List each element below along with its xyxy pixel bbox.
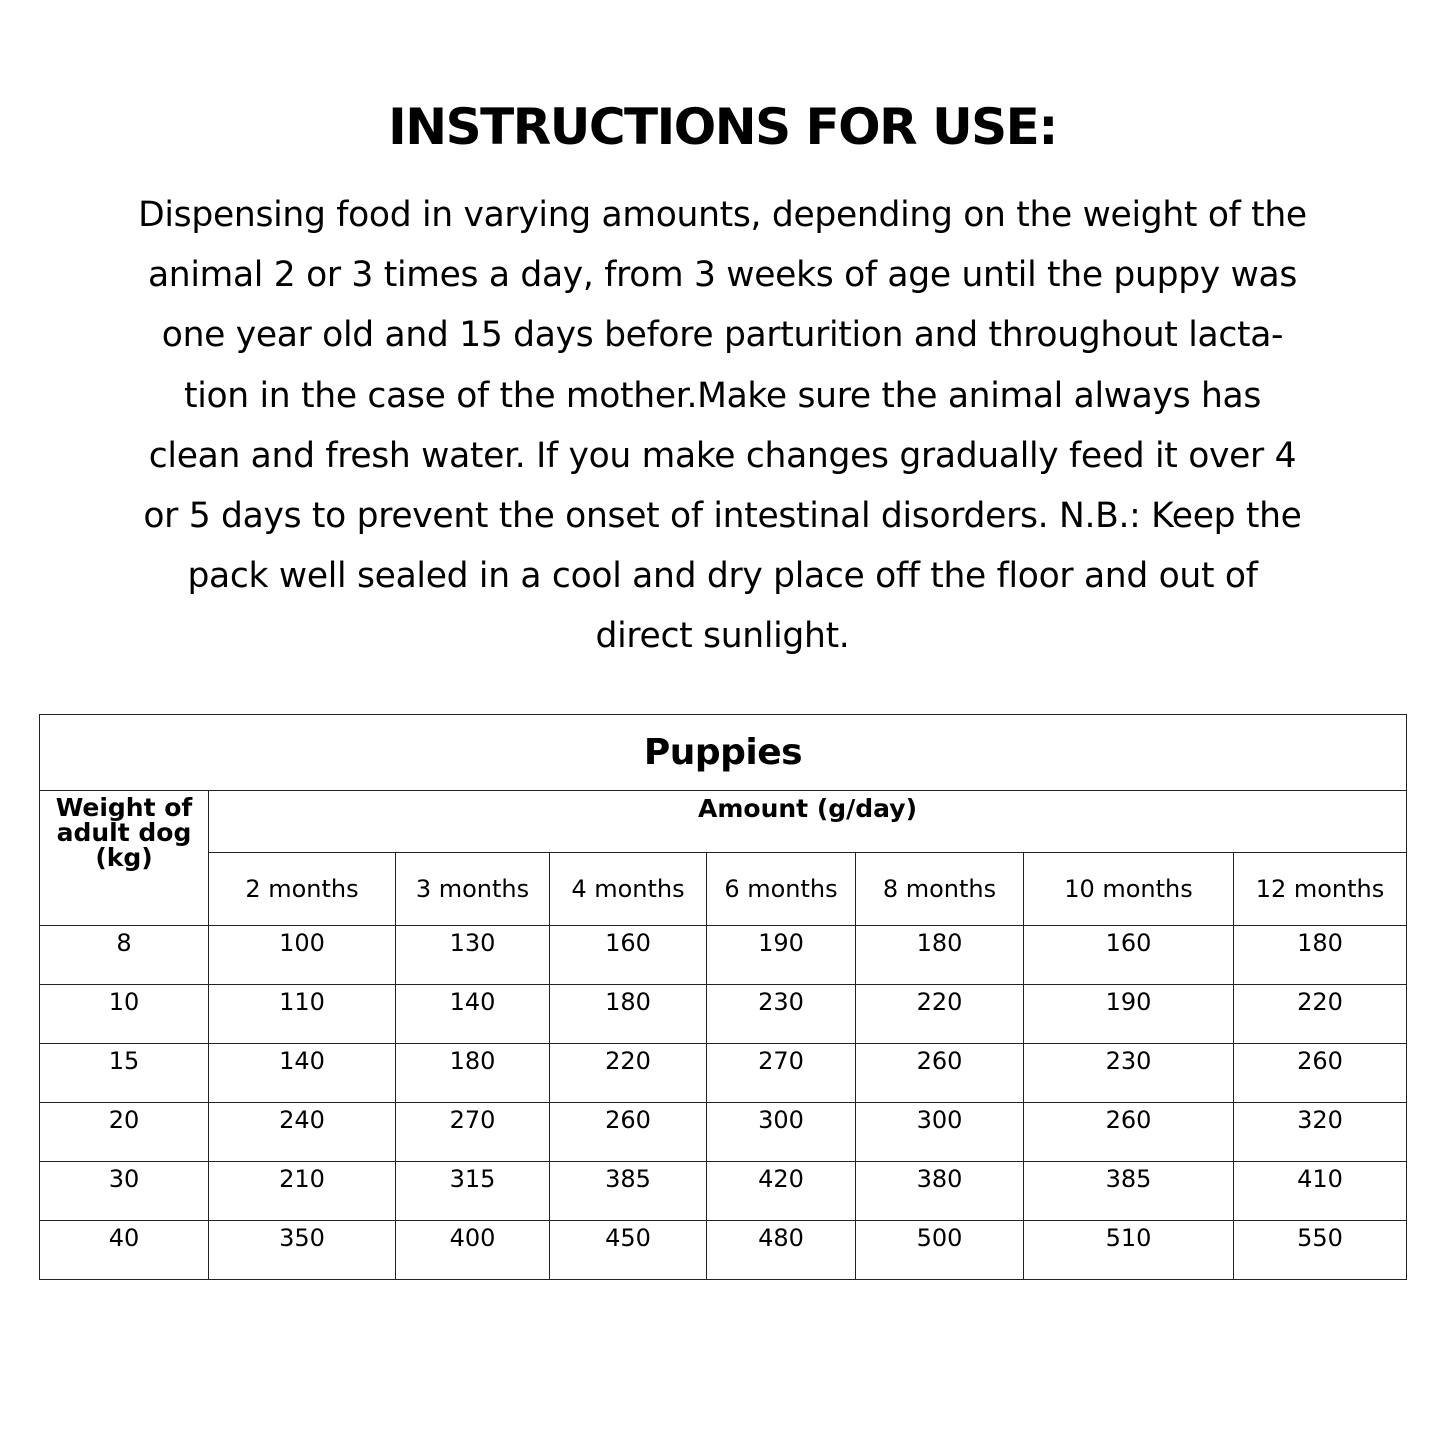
- month-column-header: 2 months: [209, 853, 396, 926]
- weight-cell: 30: [40, 1162, 209, 1221]
- amount-cell: 100: [209, 926, 396, 985]
- weight-header-line: (kg): [95, 843, 153, 872]
- amount-cell: 450: [550, 1221, 707, 1280]
- table-title: Puppies: [40, 715, 1407, 791]
- instructions-line: pack well sealed in a cool and dry place off the floor and out of: [187, 556, 1258, 597]
- month-column-header: 12 months: [1234, 853, 1407, 926]
- amount-cell: 420: [707, 1162, 856, 1221]
- amount-cell: 190: [1024, 985, 1234, 1044]
- instructions-paragraph: [60, 185, 1385, 667]
- amount-cell: 110: [209, 985, 396, 1044]
- amount-cell: 160: [1024, 926, 1234, 985]
- amount-cell: 260: [856, 1044, 1024, 1103]
- amount-cell: 385: [1024, 1162, 1234, 1221]
- amount-cell: 180: [396, 1044, 550, 1103]
- amount-cell: 320: [1234, 1103, 1407, 1162]
- amount-cell: 180: [856, 926, 1024, 985]
- weight-cell: 10: [40, 985, 209, 1044]
- amount-cell: 130: [396, 926, 550, 985]
- instructions-line: animal 2 or 3 times a day, from 3 weeks of age until the puppy was: [147, 255, 1298, 296]
- amount-cell: 220: [1234, 985, 1407, 1044]
- amount-cell: 510: [1024, 1221, 1234, 1280]
- instructions-line: Dispensing food in varying amounts, depending on the weight of the: [138, 195, 1307, 235]
- amount-cell: 385: [550, 1162, 707, 1221]
- amount-cell: 260: [1024, 1103, 1234, 1162]
- table-row: [40, 985, 1407, 1044]
- amount-cell: 220: [856, 985, 1024, 1044]
- feeding-table: [39, 714, 1407, 1280]
- month-column-header: 3 months: [396, 853, 550, 926]
- table-row: [40, 1162, 1407, 1221]
- table-row: [40, 1103, 1407, 1162]
- amount-cell: 260: [550, 1103, 707, 1162]
- amount-cell: 210: [209, 1162, 396, 1221]
- weight-cell: 40: [40, 1221, 209, 1280]
- amount-cell: 180: [550, 985, 707, 1044]
- weight-cell: 20: [40, 1103, 209, 1162]
- amount-cell: 260: [1234, 1044, 1407, 1103]
- instructions-line: clean and fresh water. If you make changes gradually feed it over 4: [148, 435, 1297, 476]
- month-column-header: 10 months: [1024, 853, 1234, 926]
- amount-cell: 140: [396, 985, 550, 1044]
- amount-cell: 240: [209, 1103, 396, 1162]
- month-column-header: 6 months: [707, 853, 856, 926]
- amount-cell: 400: [396, 1221, 550, 1280]
- weight-column-header: [40, 791, 209, 926]
- amount-cell: 270: [396, 1103, 550, 1162]
- instructions-line: one year old and 15 days before parturition and throughout lacta-: [161, 315, 1284, 356]
- amount-cell: 140: [209, 1044, 396, 1103]
- amount-cell: 160: [550, 926, 707, 985]
- amount-cell: 350: [209, 1221, 396, 1280]
- amount-cell: 270: [707, 1044, 856, 1103]
- weight-cell: 8: [40, 926, 209, 985]
- months-header-row: [40, 853, 1407, 926]
- table-row: [40, 1221, 1407, 1280]
- table-row: [40, 1044, 1407, 1103]
- instructions-line: tion in the case of the mother.Make sure the animal always has: [183, 375, 1262, 416]
- weight-header-line: adult dog: [56, 818, 192, 847]
- amount-cell: 300: [856, 1103, 1024, 1162]
- amount-cell: 300: [707, 1103, 856, 1162]
- amount-cell: 480: [707, 1221, 856, 1280]
- amount-cell: 315: [396, 1162, 550, 1221]
- amount-cell: 500: [856, 1221, 1024, 1280]
- instructions-line: direct sunlight.: [595, 616, 850, 657]
- amount-cell: 380: [856, 1162, 1024, 1221]
- weight-header-line: Weight of: [55, 793, 193, 822]
- weight-cell: 15: [40, 1044, 209, 1103]
- amount-cell: 550: [1234, 1221, 1407, 1280]
- table-row: [40, 926, 1407, 985]
- amount-cell: 410: [1234, 1162, 1407, 1221]
- amount-cell: 220: [550, 1044, 707, 1103]
- amount-cell: 190: [707, 926, 856, 985]
- amount-cell: 180: [1234, 926, 1407, 985]
- page-heading: INSTRUCTIONS FOR USE:: [388, 98, 1057, 156]
- month-column-header: 8 months: [856, 853, 1024, 926]
- amount-header: Amount (g/day): [209, 791, 1407, 853]
- instructions-line: or 5 days to prevent the onset of intestinal disorders. N.B.: Keep the: [143, 496, 1302, 537]
- amount-cell: 230: [707, 985, 856, 1044]
- month-column-header: 4 months: [550, 853, 707, 926]
- amount-cell: 230: [1024, 1044, 1234, 1103]
